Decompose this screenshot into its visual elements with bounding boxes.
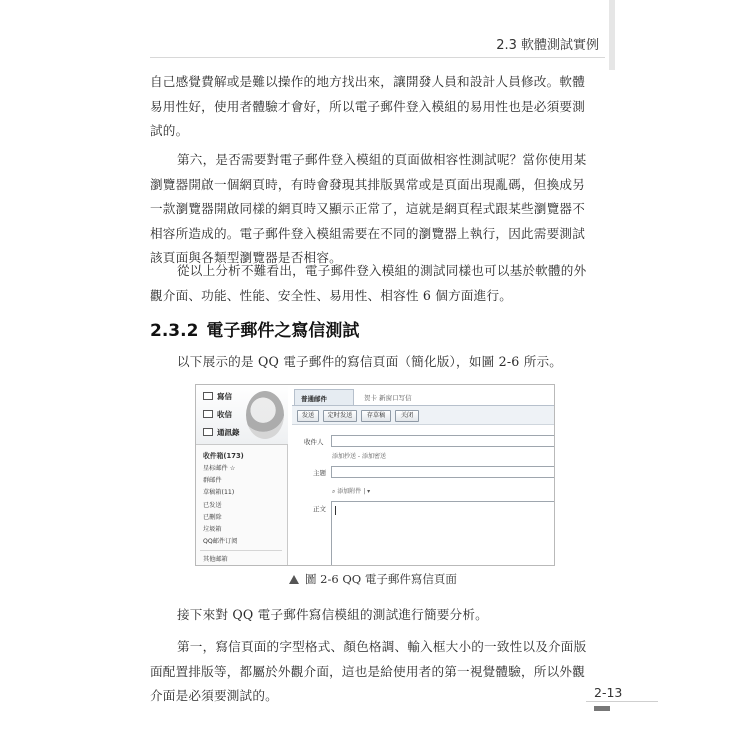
folder-other-mailboxes[interactable]: 其他邮箱 xyxy=(203,556,228,563)
folder-deleted[interactable]: 已删除 xyxy=(203,514,222,521)
sidebar-top-panel xyxy=(196,385,288,445)
section-title: 電子郵件之寫信測試 xyxy=(206,321,360,341)
text-line: 該頁面與各類型瀏覽器是否相容。 xyxy=(150,250,342,265)
text-line: 易用性好，使用者體驗才會好，所以電子郵件登入模組的易用性也是必須要測 xyxy=(150,98,585,114)
subject-label: 主题 xyxy=(313,469,326,477)
attach-label: 添加附件 | ▾ xyxy=(337,488,371,495)
triangle-icon xyxy=(289,575,299,584)
text-line: 從以上分析不難看出，電子郵件登入模組的測試同樣也可以基於軟體的外 xyxy=(177,263,587,278)
divider xyxy=(200,550,282,551)
close-button[interactable]: 关闭 xyxy=(395,410,419,422)
figure-caption xyxy=(289,571,457,587)
section-number: 2.3.2 xyxy=(150,321,199,341)
text-line: 瀏覽器開啟一個網頁時，有時會發現其排版異常或是頁面出現亂碼，但換成另 xyxy=(150,176,585,192)
caption-text: 圖 2-6 QQ 電子郵件寫信頁面 xyxy=(305,572,457,586)
sidebar-item-write[interactable] xyxy=(203,391,232,402)
folder-inbox[interactable]: 收件箱(173) xyxy=(203,452,244,460)
mail-sidebar xyxy=(196,385,288,566)
text-line: 第一，寫信頁面的字型格式、顏色格調、輸入框大小的一致性以及介面版 xyxy=(177,639,587,654)
save-draft-button[interactable]: 存草稿 xyxy=(361,410,391,422)
text-line: 介面是必須要測試的。 xyxy=(150,688,278,703)
paragraph-summary xyxy=(150,259,602,308)
folder-drafts[interactable]: 草稿箱(11) xyxy=(203,489,235,496)
send-button[interactable]: 发送 xyxy=(297,410,319,422)
compose-toolbar xyxy=(292,405,554,425)
sidebar-item-contacts[interactable] xyxy=(203,427,240,438)
paragraph-analysis-intro xyxy=(150,603,602,628)
paragraph-usability-end xyxy=(150,70,602,144)
folder-sent[interactable]: 已发送 xyxy=(203,502,222,509)
to-input[interactable] xyxy=(331,435,555,447)
text-line: 自己感覺費解或是難以操作的地方找出來，讓開發人員和設計人員修改。軟體 xyxy=(150,74,585,89)
paragraph-figure-intro xyxy=(150,350,602,375)
text-caret xyxy=(335,506,336,515)
sidebar-item-label: 收信 xyxy=(217,410,232,419)
schedule-send-button[interactable]: 定时发送 xyxy=(323,410,357,422)
folder-subscriptions[interactable]: QQ邮件订阅 xyxy=(203,538,238,545)
sidebar-item-label: 通訊錄 xyxy=(217,428,240,437)
text-line: 接下來對 QQ 電子郵件寫信模組的測試進行簡要分析。 xyxy=(177,607,488,622)
sidebar-item-inbox[interactable] xyxy=(203,409,232,420)
paragraph-compatibility xyxy=(150,148,602,271)
section-heading xyxy=(150,316,359,341)
text-line: 一款瀏覽器開啟同樣的網頁時又顯示正常了，這就是網頁程式跟某些瀏覽器不 xyxy=(150,201,585,216)
folder-spam[interactable]: 垃圾箱 xyxy=(203,526,222,533)
inbox-icon xyxy=(203,410,213,418)
page-number: 2-13 xyxy=(594,685,623,700)
compose-tabbar xyxy=(292,387,552,405)
qq-mascot-logo xyxy=(246,391,284,439)
tab-card-newwindow[interactable]: 贺卡 新窗口写信 xyxy=(364,394,412,402)
body-editor[interactable] xyxy=(331,501,555,566)
text-line: 試的。 xyxy=(150,123,189,138)
body-label: 正文 xyxy=(313,505,326,513)
running-title: 2.3 軟體測試實例 xyxy=(496,38,599,53)
cc-bcc-links[interactable]: 添加抄送 - 添加密送 xyxy=(332,453,386,460)
attach-file-link[interactable] xyxy=(332,486,370,496)
running-header xyxy=(150,28,605,58)
page-footer xyxy=(586,685,658,723)
text-line: 第六，是否需要對電子郵件登入模組的頁面做相容性測試呢？當你使用某 xyxy=(177,152,587,167)
text-line: 觀介面、功能、性能、安全性、易用性、相容性 6 個方面進行。 xyxy=(150,287,513,303)
contacts-icon xyxy=(203,428,213,436)
sidebar-item-label: 寫信 xyxy=(217,392,232,401)
subject-input[interactable] xyxy=(331,466,555,478)
footer-marker xyxy=(594,706,610,711)
to-label: 收件人 xyxy=(304,438,324,446)
paperclip-icon: ⌕ xyxy=(332,488,338,495)
paragraph-first-point xyxy=(150,635,602,709)
pencil-icon xyxy=(203,392,213,400)
folder-starred[interactable]: 星标邮件 ☆ xyxy=(203,465,236,472)
tab-normal-mail[interactable]: 普通邮件 xyxy=(294,389,354,405)
text-line: 面配置排版等，都屬於外觀介面，這也是給使用者的第一視覺體驗，所以外觀 xyxy=(150,663,585,679)
folder-group[interactable]: 群邮件 xyxy=(203,477,222,484)
figure-qq-compose-screenshot xyxy=(195,384,555,566)
text-line: 相容所造成的。電子郵件登入模組需要在不同的瀏覽器上執行，因此需要測試 xyxy=(150,225,585,241)
text-line: 以下展示的是 QQ 電子郵件的寫信頁面（簡化版），如圖 2-6 所示。 xyxy=(177,354,563,369)
page-edge-tab xyxy=(609,0,615,70)
